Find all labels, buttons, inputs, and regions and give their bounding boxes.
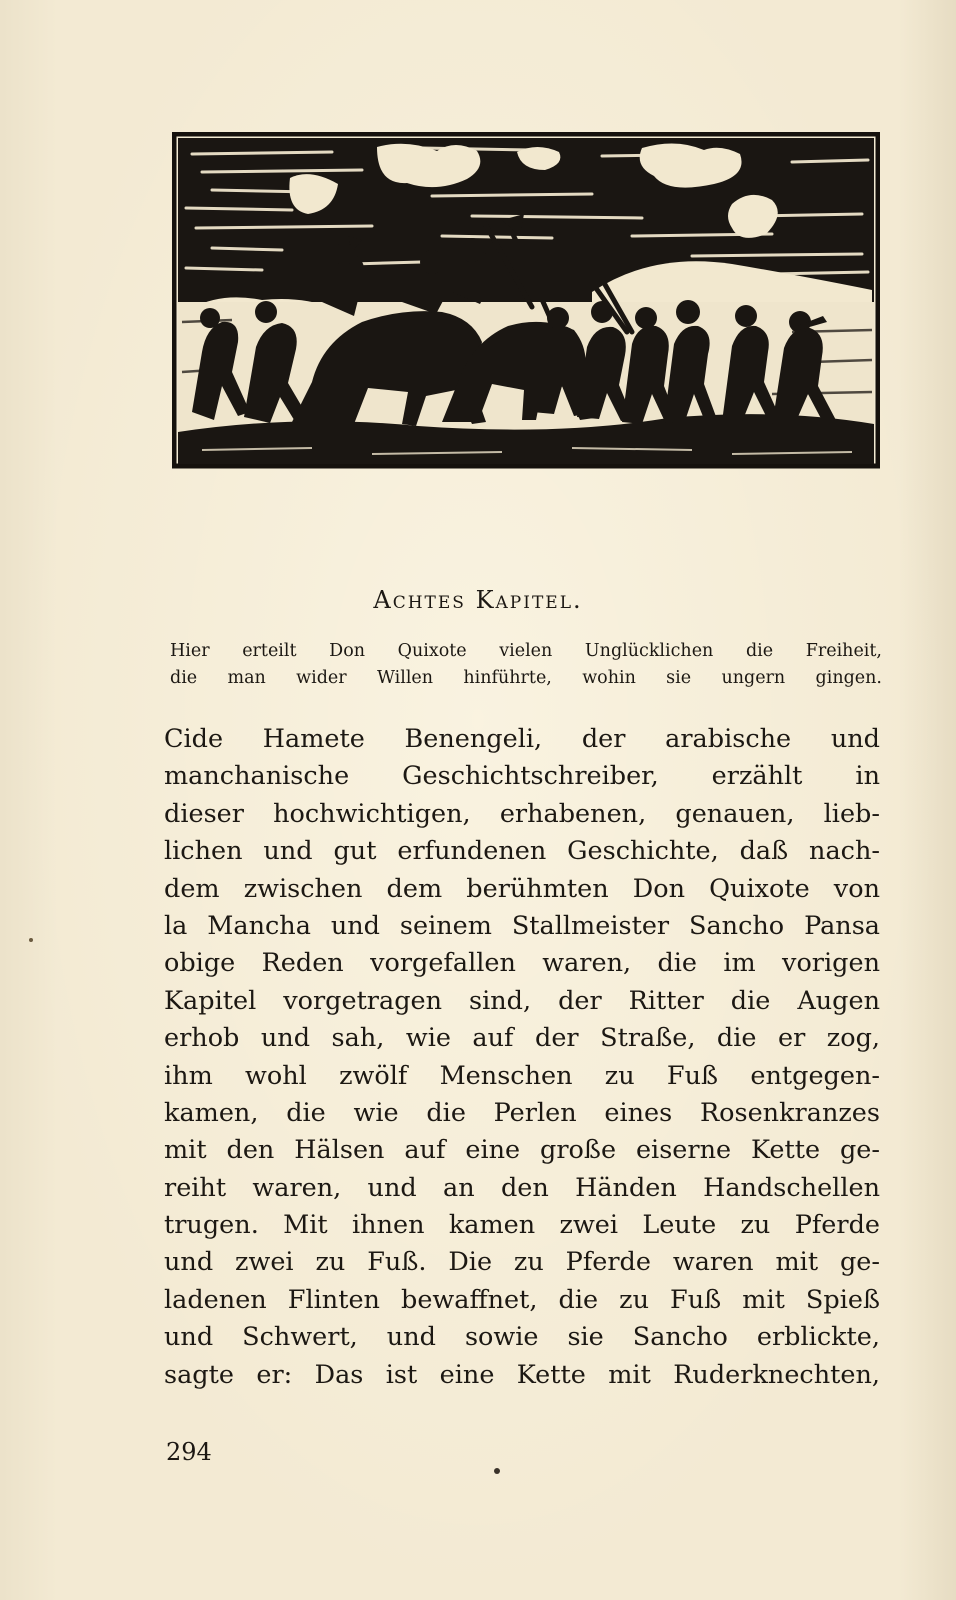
page-number: 294: [166, 1438, 212, 1466]
body-line: reiht waren, und an den Händen Handschellen: [164, 1172, 880, 1203]
woodcut-chain-gang-image: [172, 132, 880, 476]
chapter-summary: [170, 638, 882, 692]
body-line: mit den Hälsen auf eine große eiserne Kette ge-: [164, 1135, 880, 1166]
woodcut-illustration: [172, 132, 880, 476]
ink-speck: [494, 1468, 500, 1474]
body-line: ladenen Flinten bewaffnet, die zu Fuß mit Spieß: [164, 1284, 880, 1315]
body-line: kamen, die wie die Perlen eines Rosenkranzes: [164, 1097, 880, 1128]
body-line: obige Reden vorgefallen waren, die im vorigen: [164, 948, 880, 979]
body-text: [164, 721, 880, 1394]
body-line: Cide Hamete Benengeli, der arabische und: [164, 724, 880, 754]
chapter-title: Achtes Kapitel.: [373, 586, 583, 614]
body-line: Kapitel vorgetragen sind, der Ritter die Augen: [164, 985, 880, 1016]
ink-speck: [29, 938, 33, 942]
body-line: manchanische Geschichtschreiber, erzählt in: [164, 761, 880, 792]
body-line: dieser hochwichtigen, erhabenen, genauen, lieb-: [164, 798, 880, 829]
body-line: lichen und gut erfundenen Geschichte, daß nach-: [164, 836, 880, 867]
body-line: dem zwischen dem berühmten Don Quixote von: [164, 873, 880, 904]
body-line: la Mancha und seinem Stallmeister Sancho Pansa: [164, 910, 880, 941]
body-line: ihm wohl zwölf Menschen zu Fuß entgegen-: [164, 1060, 880, 1091]
summary-line: Hier erteilt Don Quixote vielen Unglücklichen die Freiheit,: [170, 641, 882, 661]
body-line: sagte er: Das ist eine Kette mit Ruderknechten,: [164, 1359, 880, 1390]
summary-line: die man wider Willen hinführte, wohin sie ungern gingen.: [170, 668, 882, 688]
body-line: und zwei zu Fuß. Die zu Pferde waren mit ge-: [164, 1247, 880, 1278]
body-line: trugen. Mit ihnen kamen zwei Leute zu Pferde: [164, 1210, 880, 1241]
body-line: erhob und sah, wie auf der Straße, die er zog,: [164, 1023, 880, 1054]
body-line: und Schwert, und sowie sie Sancho erblickte,: [164, 1322, 880, 1353]
